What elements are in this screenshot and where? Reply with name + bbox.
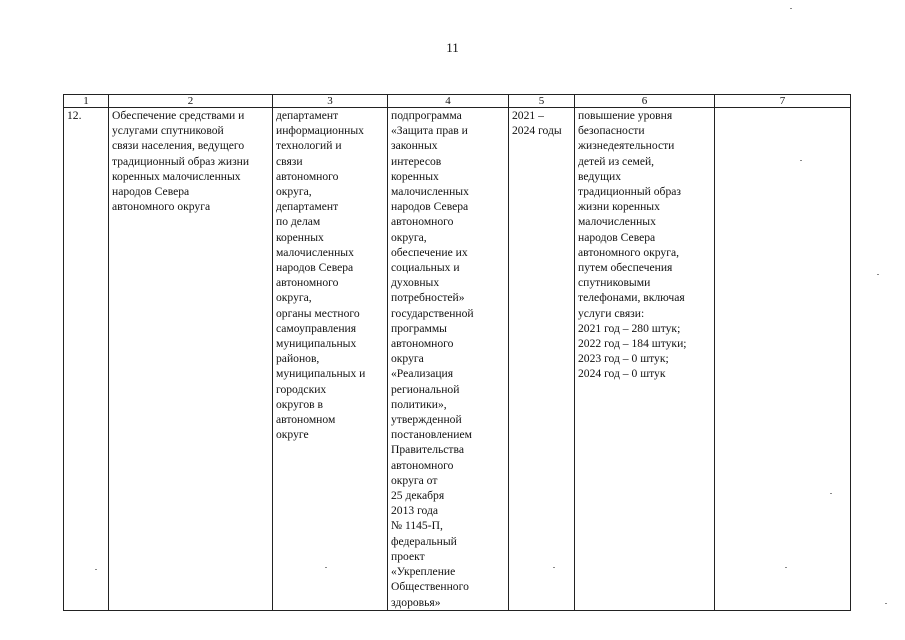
scan-speck <box>325 567 327 568</box>
period-text: 2021 – 2024 годы <box>512 109 562 138</box>
document-table <box>63 94 851 611</box>
event-text: Обеспечение средствами и услугами спутниковой связи населения, ведущего традиционный образ жизни коренных малочисленных народов Севера автономного округа <box>112 109 250 214</box>
result-text: повышение уровня безопасности жизнедеятельности детей из семей, ведущих традиционный образ жизни коренных малочисленных народов Севера автономного округа, путем обеспечения спутниковыми телефонами, включая услуги связи: 2021 год – 280 штук; 2022 год – 184 штуки; 2023 год – 0 штук; 2024 год – 0 штук <box>578 109 687 381</box>
scan-speck <box>95 569 97 570</box>
executor-cell <box>273 108 388 611</box>
table-header-row <box>64 95 851 108</box>
row-number-cell <box>64 108 109 611</box>
scan-speck <box>830 493 832 494</box>
column-header: 2 <box>109 95 273 108</box>
column-header: 5 <box>509 95 575 108</box>
column-header: 1 <box>64 95 109 108</box>
program-cell <box>388 108 509 611</box>
scan-speck <box>885 603 887 604</box>
scan-speck <box>790 8 792 9</box>
program-text: подпрограмма «Защита прав и законных интересов коренных малочисленных народов Севера автономного округа, обеспечение их социальных и духовных потребностей» государственной программы автономного округа «Реализация региональной политики», утвержденной постановлением Правительства автономного округа от 25 декабря 2013 года № 1145-П, федеральный проект «Укрепление Общественного здоровья» <box>391 109 474 609</box>
period-cell <box>509 108 575 611</box>
column-header: 7 <box>715 95 851 108</box>
row-number: 12. <box>67 109 82 122</box>
scan-speck <box>785 567 787 568</box>
column7-cell <box>715 108 851 611</box>
page-number: 11 <box>446 40 459 55</box>
result-cell <box>575 108 715 611</box>
table-row <box>64 108 851 611</box>
scan-speck <box>800 160 802 161</box>
executor-text: департамент информационных технологий и связи автономного округа, департамент по делам коренных малочисленных народов Севера автономного округа, органы местного самоуправления муниципальных районов, муниципальных и городских округов в автономном округе <box>276 109 366 442</box>
scan-speck <box>553 567 555 568</box>
scan-speck <box>877 274 879 275</box>
column-header: 3 <box>273 95 388 108</box>
event-cell <box>109 108 273 611</box>
column-header: 4 <box>388 95 509 108</box>
column-header: 6 <box>575 95 715 108</box>
